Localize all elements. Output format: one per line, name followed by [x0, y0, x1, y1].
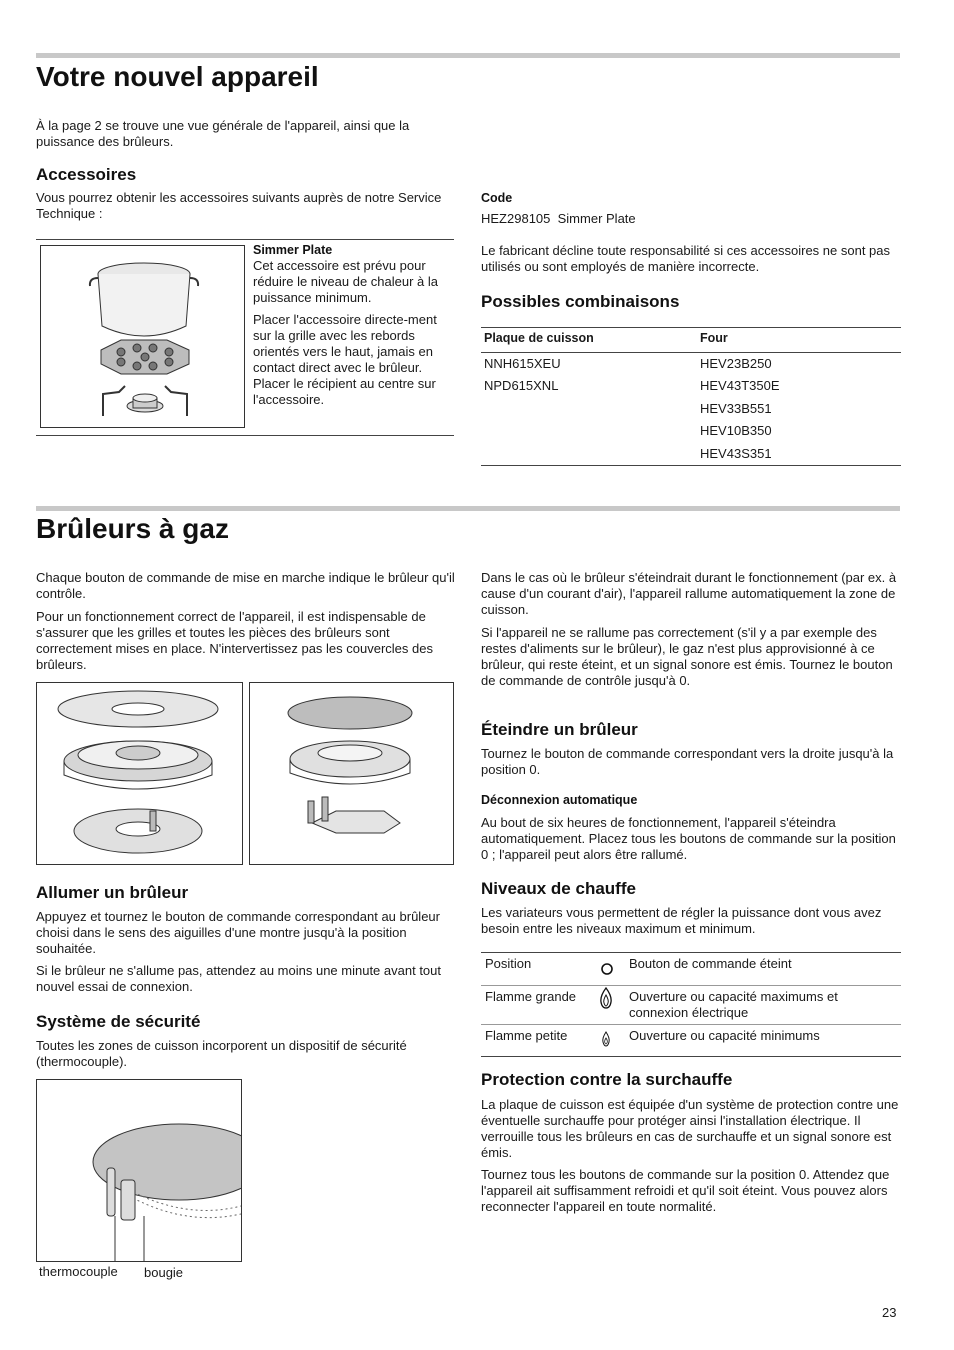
- code-line: [481, 211, 901, 227]
- burner-illustration-small: [249, 682, 454, 865]
- level-description: Ouverture ou capacité minimums: [629, 1028, 820, 1043]
- disclaimer-paragraph: Le fabricant décline toute responsabilité si ces accessoires ne sont pas utilisés ou sont employés de manière incorrecte.: [481, 243, 891, 274]
- page-number: 23: [882, 1305, 897, 1320]
- level-description: Ouverture ou capacité maximums et connexion électrique: [629, 989, 838, 1020]
- auto-off-paragraph: Au bout de six heures de fonctionnement, l'appareil s'éteindra automatiquement. Placez tous les boutons de commande sur la position 0 ; l'appareil peut alors être rallumé.: [481, 815, 896, 862]
- levels-paragraph: Les variateurs vous permettent de régler la puissance dont vous avez besoin entre les niveaux maximum et minimum.: [481, 905, 882, 936]
- no-relight-paragraph: Si l'appareil ne se rallume pas correctement (s'il y a par exemple des restes d'aliments sur le brûleur), le gaz n'est plus approvisionné à ce brûleur, qui reste éteint, et un signal sonore est émis. Tournez le bouton de commande de contrôle jusqu'à 0.: [481, 625, 893, 688]
- section-rule-top: [36, 53, 900, 58]
- level-position: Position: [485, 956, 532, 971]
- oven-model: HEV33B551: [700, 401, 772, 416]
- combinations-col1-header: Plaque de cuisson: [484, 331, 594, 345]
- accessories-text: Vous pourrez obtenir les accessoires suivants auprès de notre Service Technique :: [36, 190, 442, 221]
- section-rule-burners: [36, 506, 900, 511]
- thermocouple-illustration: [36, 1079, 242, 1262]
- hob-model: NNH615XEU: [484, 356, 561, 371]
- oven-model: HEV43S351: [700, 446, 772, 461]
- large-flame-icon: [599, 987, 613, 1014]
- auto-off-subheading: Déconnexion automatique: [481, 793, 638, 807]
- safety-heading: Système de sécurité: [36, 1012, 201, 1031]
- level-position: Flamme grande: [485, 989, 577, 1004]
- off-circle-icon: [601, 962, 613, 980]
- accessory-bottom-rule: [36, 435, 454, 436]
- ignite-paragraph-1: Appuyez et tournez le bouton de commande correspondant au brûleur choisi dans le sens des aiguilles d'une montre jusqu'à la position souhaitée.: [36, 909, 440, 956]
- simmer-plate-illustration: [40, 245, 245, 428]
- small-flame-icon: [601, 1031, 611, 1052]
- intro-paragraph: À la page 2 se trouve une vue générale de l'appareil, ainsi que la puissance des brûleurs.: [36, 118, 410, 149]
- levels-heading: Niveaux de chauffe: [481, 879, 636, 898]
- simmer-plate-desc-1: Cet accessoire est prévu pour réduire le niveau de chaleur à la puissance minimum.: [253, 258, 439, 305]
- code-value: HEZ298105: [481, 211, 551, 226]
- oven-model: HEV43T350E: [700, 378, 780, 393]
- burners-intro-2: Pour un fonctionnement correct de l'appareil, il est indispensable de s'assurer que les grilles et toutes les pièces des brûleurs sont correctement mises en place. N'intervertissez pas les couvercles des brûleurs.: [36, 609, 433, 672]
- accessories-heading: Accessoires: [36, 165, 137, 184]
- relight-paragraph: Dans le cas où le brûleur s'éteindrait durant le fonctionnement (par ex. à cause d'un courant d'air), l'appareil rallume automatiquement la zone de cuisson.: [481, 570, 897, 617]
- levels-rule: [481, 1024, 901, 1025]
- bougie-label: bougie: [144, 1265, 184, 1280]
- levels-rule: [481, 985, 901, 986]
- overheat-heading: Protection contre la surchauffe: [481, 1070, 733, 1089]
- level-position: Flamme petite: [485, 1028, 568, 1043]
- accessory-top-rule: [36, 239, 454, 240]
- levels-rule: [481, 1056, 901, 1057]
- ignite-paragraph-2: Si le brûleur ne s'allume pas, attendez au moins une minute avant tout nouvel essai de connexion.: [36, 963, 441, 994]
- thermocouple-label: thermocouple: [39, 1264, 118, 1279]
- page-title: Votre nouvel appareil: [36, 61, 319, 92]
- combinations-bottom-rule: [481, 465, 901, 466]
- simmer-plate-title: Simmer Plate: [253, 243, 333, 257]
- overheat-paragraph-2: Tournez tous les boutons de commande sur la position 0. Attendez que l'appareil ait suffisamment refroidi et qu'il soit éteint. Vous pouvez alors reconnecter l'appareil en toute normalité.: [481, 1167, 890, 1214]
- combinations-heading: Possibles combinaisons: [481, 292, 680, 311]
- off-paragraph: Tournez le bouton de commande correspondant vers la droite jusqu'à la position 0.: [481, 746, 894, 777]
- simmer-plate-desc-2: Placer l'accessoire directe-ment sur la grille avec les rebords orientés vers le haut, jamais en contact direct avec le brûleur. Placer le récipient au centre sur l'accessoire.: [253, 312, 437, 407]
- levels-rule: [481, 952, 901, 953]
- hob-model: NPD615XNL: [484, 378, 559, 393]
- combinations-header-rule: [481, 352, 901, 353]
- overheat-paragraph-1: La plaque de cuisson est équipée d'un système de protection contre une éventuelle surchauffe pour protéger ainsi l'installation électrique. Il verrouille tous les brûleurs en cas de surchauffe et un signal sonore est émis.: [481, 1097, 899, 1160]
- code-label: Code: [481, 191, 513, 205]
- combinations-top-rule: [481, 327, 901, 328]
- off-heading: Éteindre un brûleur: [481, 720, 638, 739]
- safety-paragraph: Toutes les zones de cuisson incorporent un dispositif de sécurité (thermocouple).: [36, 1038, 407, 1069]
- oven-model: HEV23B250: [700, 356, 772, 371]
- code-name: Simmer Plate: [557, 211, 636, 226]
- combinations-col2-header: Four: [700, 331, 728, 345]
- burners-intro-1: Chaque bouton de commande de mise en marche indique le brûleur qu'il contrôle.: [36, 570, 455, 601]
- oven-model: HEV10B350: [700, 423, 772, 438]
- level-description: Bouton de commande éteint: [629, 956, 792, 971]
- burner-illustration-large: [36, 682, 243, 865]
- section-title-burners: Brûleurs à gaz: [36, 513, 229, 544]
- ignite-heading: Allumer un brûleur: [36, 883, 189, 902]
